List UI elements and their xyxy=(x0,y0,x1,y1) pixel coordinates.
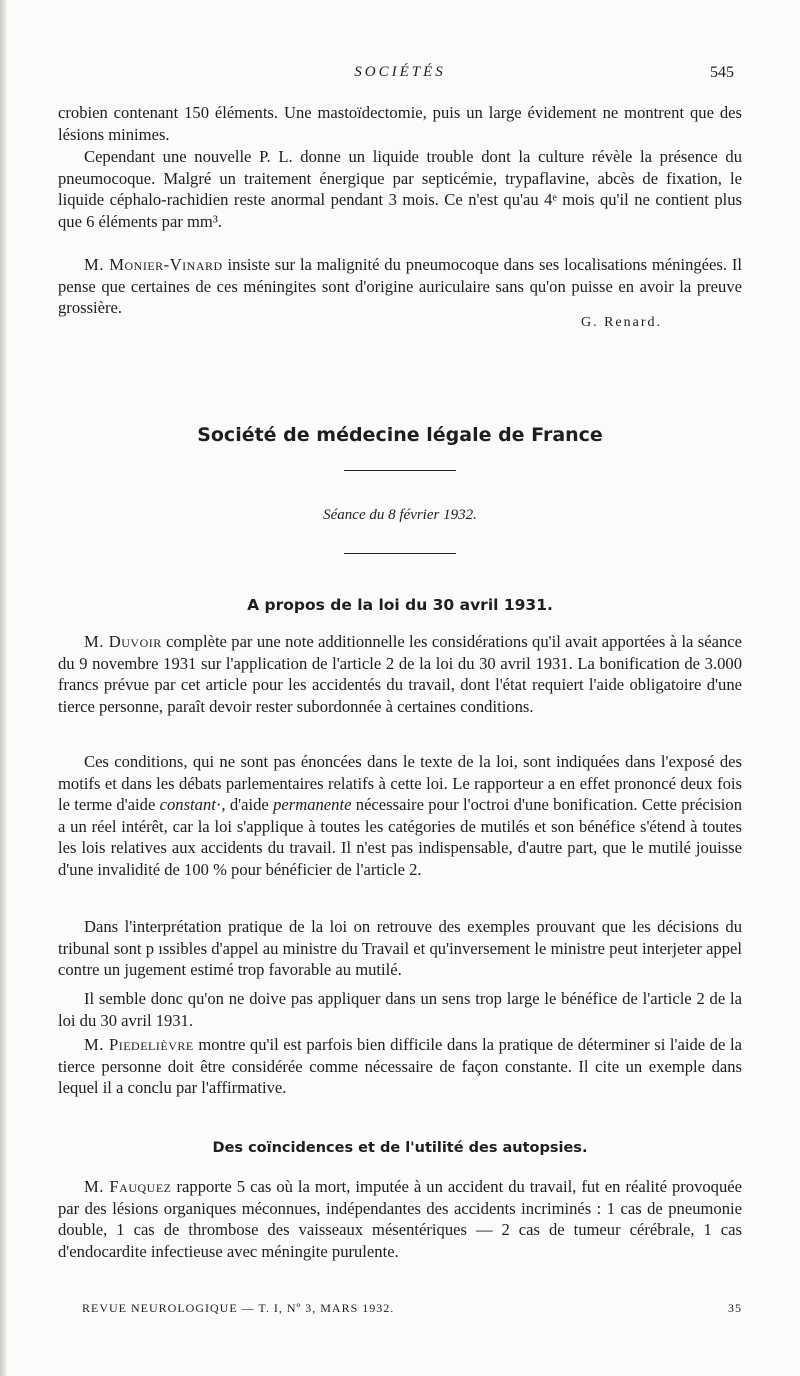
paragraph-text: ·, d'aide xyxy=(215,795,274,815)
article1-paragraph-2 xyxy=(58,751,742,881)
paragraph-text: nécessaire pour l'octroi d'une bonification. Cette précision a un réel intérêt, car la loi s'applique à toutes les catégories de mutilés et son bénéfice s'étend à toutes les lois relatives aux accidents du travail. Il n'est pas indispensable, d'autre part, que le mutilé jouisse d'une invalidité de 100 % pour bénéficier de l'article 2. xyxy=(58,795,742,879)
author-signature: G. Renard. xyxy=(580,315,662,330)
paragraph-previous-2: Cependant une nouvelle P. L. donne un liquide trouble dont la culture révèle la présence du pneumocoque. Malgré un traitement énergique par septicémie, trypaflavine, abcès de fixation, le liquide céphalo-rachidien reste anormal pendant 3 mois. Ce n'est qu'au 4ᵉ mois qu'il ne contient plus que 6 éléments par mm³. xyxy=(58,147,742,231)
article1-paragraph-3: Dans l'interprétation pratique de la loi on retrouve des exemples prouvant que les décisions du tribunal sont p ıssibles d'appel au ministre du Travail et qu'inversement le ministre peut interjeter appel contre un jugement estimé trop favorable au mutilé. xyxy=(58,917,742,980)
page-footer xyxy=(82,1301,742,1321)
divider-rule xyxy=(344,470,456,471)
divider-rule xyxy=(344,553,456,554)
article2-paragraph-1 xyxy=(58,1176,742,1262)
article1-paragraph-4: Il semble donc qu'on ne doive pas appliquer dans un sens trop large le bénéfice de l'article 2 de la loi du 30 avril 1931. xyxy=(58,989,742,1030)
page-edge-shadow xyxy=(0,0,7,1376)
emphasis-text: permanente xyxy=(273,795,352,815)
paragraph-text: Ces conditions, qui ne sont pas énoncées dans le texte de la loi, sont indiquées dans l'exposé des motifs et dans les débats parlementaires relatifs à cette loi. Le rapporteur a en effet prononcé deux fois le terme d'aide xyxy=(58,752,742,815)
article-heading: Des coïncidences et de l'utilité des autopsies. xyxy=(212,1140,588,1156)
signature-mark: 35 xyxy=(728,1301,742,1315)
society-title: Société de médecine légale de France xyxy=(197,424,603,446)
session-date: Séance du 8 février 1932. xyxy=(323,507,477,523)
speaker-name: M. Monier-Vinard xyxy=(84,255,223,274)
article-heading: A propos de la loi du 30 avril 1931. xyxy=(247,596,553,614)
paragraph-text: complète par une note additionnelle les considérations qu'il avait apportées à la séance du 9 novembre 1931 sur l'application de l'article 2 de la loi du 30 avril 1931. La bonification de 3.000 francs prévue par cet article pour les accidentés du travail, dont l'état requiert l'aide obligatoire d'une tierce personne, paraît devoir rester subordonnée à certaines conditions. xyxy=(58,632,742,716)
page-number: 545 xyxy=(710,64,734,81)
paragraph-text: rapporte 5 cas où la mort, imputée à un accident du travail, fut en réalité provoquée par des lésions organiques méconnues, indépendantes des accidents incriminés : 1 cas de pneumonie double, 1 cas de thrombose des vaisseaux mésentériques — 2 cas de tumeur cérébrale, 1 cas d'endocardite infectieuse avec méningite purulente. xyxy=(58,1177,742,1261)
journal-citation: REVUE NEUROLOGIQUE — T. I, Nº 3, MARS 1932. xyxy=(82,1301,395,1315)
speaker-name: M. Duvoir xyxy=(84,632,162,651)
paragraph-previous-3 xyxy=(58,254,742,319)
running-title: SOCIÉTÉS xyxy=(354,64,446,80)
running-header xyxy=(0,64,800,86)
article1-paragraph-5 xyxy=(58,1034,742,1099)
emphasis-text: constant xyxy=(159,795,216,815)
paragraph-text: insiste sur la malignité du pneumocoque dans ses localisations méningées. Il pense que certaines de ces méningites sont d'origine auriculaire sans qu'on puisse en avoir la preuve grossière. xyxy=(58,255,742,318)
speaker-name: M. Piedelièvre xyxy=(84,1035,194,1054)
paragraph-previous-1: crobien contenant 150 éléments. Une mastoïdectomie, puis un large évidement ne montrent que des lésions minimes. xyxy=(58,103,742,144)
paragraph-text: montre qu'il est parfois bien difficile dans la pratique de déterminer si l'aide de la tierce personne doit être considérée comme nécessaire de façon constante. Il cite un exemple dans lequel il a conclu par l'affirmative. xyxy=(58,1035,742,1098)
speaker-name: M. Fauquez xyxy=(84,1177,172,1196)
article1-paragraph-1 xyxy=(58,631,742,717)
